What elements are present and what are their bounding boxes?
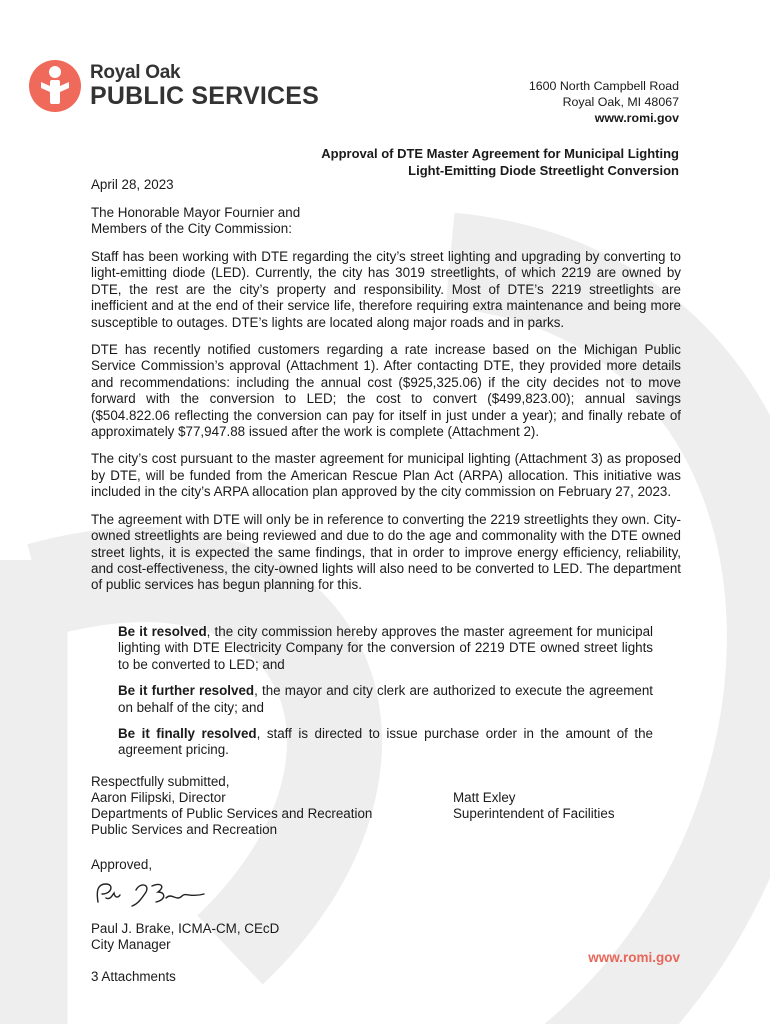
submitter-dept-1: Departments of Public Services and Recreation <box>91 806 373 821</box>
body-paragraph: The agreement with DTE will only be in reference to converting the 2219 streetlights they own. City-owned streetlights are being reviewed and due to do the age and commonality with the DTE owned street lights, it is expected the same findings, that in order to improve energy efficiency, reliability, and cost-effectiveness, the city-owned lights will also need to be converted to LED. The department of public services has begun planning for this. <box>91 511 681 593</box>
body-paragraph: Staff has been working with DTE regarding the city’s street lighting and upgrading by converting to light-emitting diode (LED). Currently, the city has 3019 streetlights, of which 2219 are owned by DTE, the rest are the city’s property and responsibility. Most of DTE’s 2219 streetlights are inefficient and at the end of their service life, therefore requiring extra maintenance and being more susceptible to outages. DTE’s lights are located along major roads and in parks. <box>91 249 681 330</box>
brand-name-big: PUBLIC SERVICES <box>90 82 319 110</box>
brand-mark-icon <box>28 58 84 114</box>
salutation-line-1: The Honorable Mayor Fournier and <box>91 205 301 220</box>
submitter-name: Aaron Filipski, Director <box>91 790 226 805</box>
brand-logo <box>28 58 328 114</box>
body-paragraph: The city’s cost pursuant to the master agreement for municipal lighting (Attachment 3) as proposed by DTE, will be funded from the American Rescue Plan Act (ARPA) allocation. This initiative was included in the city’s ARPA allocation plan approved by the city commission on February 27, 2023. <box>91 451 681 500</box>
address-website[interactable]: www.romi.gov <box>594 111 679 125</box>
resolution-lead: Be it resolved <box>118 624 207 639</box>
resolution-text: , the mayor and city clerk are authorized to execute the agreement on behalf of the city; and <box>118 683 653 715</box>
subject-heading <box>321 145 679 179</box>
subject-line-2: Light-Emitting Diode Streetlight Conversion <box>408 163 679 178</box>
letter-date: April 28, 2023 <box>91 177 174 192</box>
resolution-text: , the city commission hereby approves the master agreement for municipal lighting with DTE Electricity Company for the conversion of 2219 DTE owned street lights to be converted to LED; and <box>118 624 653 672</box>
cosigner-name: Matt Exley <box>453 790 516 805</box>
resolution-text: , staff is directed to issue purchase order in the amount of the agreement pricing. <box>118 726 653 758</box>
resolution-item <box>118 726 653 759</box>
salutation <box>91 205 681 238</box>
resolution-item <box>118 683 653 716</box>
address-city: Royal Oak, MI 48067 <box>562 95 679 109</box>
footer-website-link[interactable]: www.romi.gov <box>588 950 680 965</box>
approver-title: City Manager <box>91 937 171 952</box>
address-street: 1600 North Campbell Road <box>528 79 679 93</box>
signature-image <box>92 876 222 910</box>
submitter-dept-2: Public Services and Recreation <box>91 822 278 837</box>
submitted-intro: Respectfully submitted, <box>91 774 230 789</box>
subject-line-1: Approval of DTE Master Agreement for Municipal Lighting <box>321 146 679 161</box>
approved-label: Approved, <box>91 857 153 872</box>
submitted-by <box>91 774 372 838</box>
body-paragraph: DTE has recently notified customers regarding a rate increase based on the Michigan Public Service Commission’s approval (Attachment 1). After contacting DTE, they provided more details and recommendations: including the annual cost ($925,325.06) if the city decides not to move forward with the conversion to LED; the cost to convert ($499,823.00); annual savings ($504.822.06 reflecting the conversion can pay for itself in just under a year); and finally rebate of approximately $77,947.88 issued after the work is complete (Attachment 2). <box>91 342 681 440</box>
co-signer <box>453 790 615 822</box>
salutation-line-2: Members of the City Commission: <box>91 221 292 237</box>
resolution-lead: Be it finally resolved <box>118 726 257 742</box>
cosigner-title: Superintendent of Facilities <box>453 806 615 821</box>
approver-name: Paul J. Brake, ICMA-CM, CEcD <box>91 921 280 936</box>
attachments-note: 3 Attachments <box>91 969 176 984</box>
resolution-lead: Be it further resolved <box>118 683 255 699</box>
address-block <box>529 78 679 126</box>
resolutions <box>118 624 653 769</box>
resolution-item <box>118 624 653 673</box>
brand-name-small: Royal Oak <box>90 62 181 83</box>
approver <box>91 921 279 953</box>
letter-body <box>91 249 681 605</box>
